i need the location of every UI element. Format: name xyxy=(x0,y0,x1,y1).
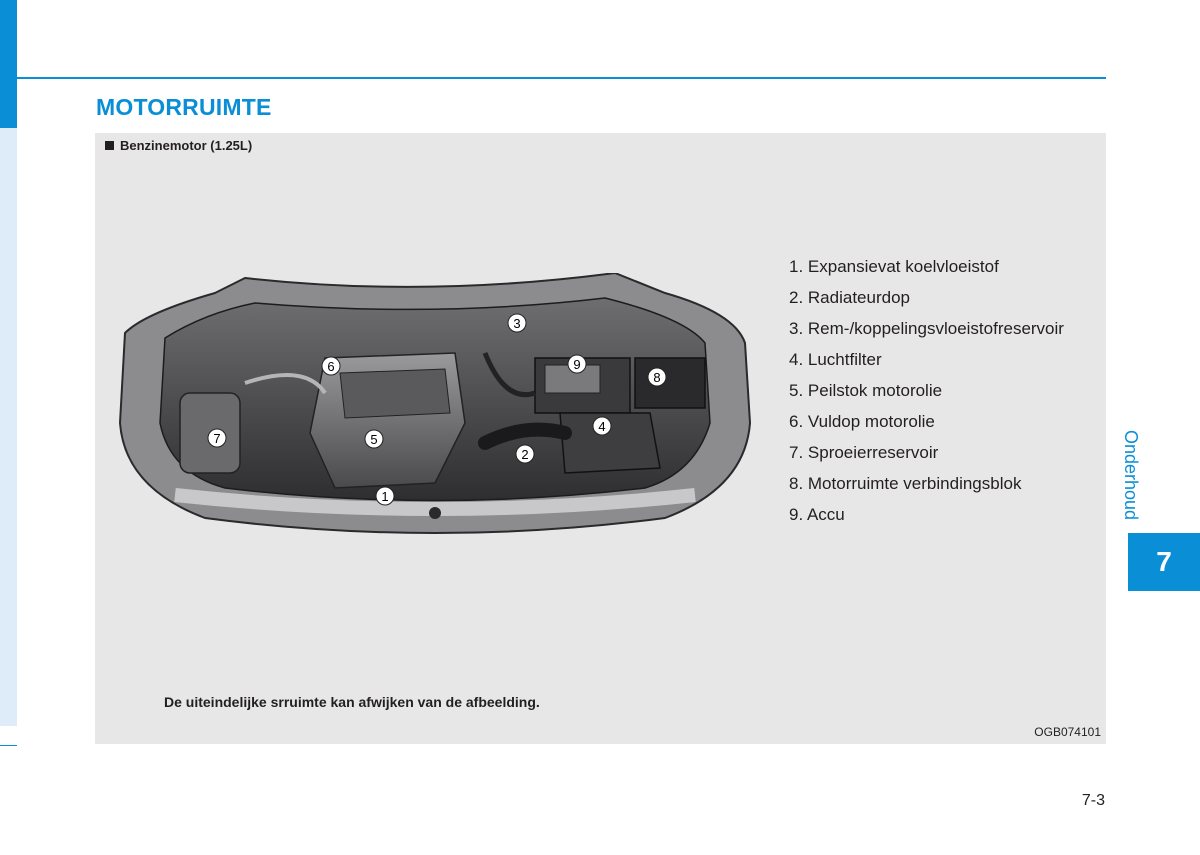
component-legend xyxy=(789,251,1064,530)
legend-item: 2. Radiateurdop xyxy=(789,288,910,307)
legend-item: 6. Vuldop motorolie xyxy=(789,412,935,431)
figure-note: De uiteindelijke srruimte kan afwijken van de afbeelding. xyxy=(164,694,540,710)
figure-subtitle xyxy=(105,138,252,153)
callout-4 xyxy=(593,417,611,435)
figure-panel xyxy=(95,133,1106,744)
callout-8 xyxy=(648,368,666,386)
legend-item: 5. Peilstok motorolie xyxy=(789,381,943,400)
svg-text:6: 6 xyxy=(327,359,335,374)
svg-text:3: 3 xyxy=(513,316,521,331)
page-number: 7-3 xyxy=(1081,792,1105,809)
legend-item: 1. Expansievat koelvloeistof xyxy=(789,257,999,276)
svg-text:5: 5 xyxy=(370,432,378,447)
square-bullet-icon xyxy=(105,141,114,150)
figure-subtitle-text: Benzinemotor (1.25L) xyxy=(120,138,253,153)
header-rule xyxy=(17,77,1106,79)
chapter-tab-label xyxy=(1121,430,1164,530)
callout-5 xyxy=(365,430,383,448)
callout-3 xyxy=(508,314,526,332)
legend-item: 3. Rem-/koppelingsvloeistofreservoir xyxy=(789,319,1064,338)
callout-6 xyxy=(322,357,340,375)
legend-item: 4. Luchtfilter xyxy=(789,350,882,369)
callout-2 xyxy=(516,445,534,463)
legend-item: 9. Accu xyxy=(789,505,845,524)
svg-text:7: 7 xyxy=(213,431,221,446)
image-code: OGB074101 xyxy=(1034,725,1101,739)
sidebar-accent-body xyxy=(0,128,17,726)
chapter-number-tab: 7 xyxy=(1128,533,1200,591)
svg-text:9: 9 xyxy=(573,357,581,372)
svg-text:2: 2 xyxy=(521,447,529,462)
svg-text:8: 8 xyxy=(653,370,661,385)
callout-9 xyxy=(568,355,586,373)
svg-text:4: 4 xyxy=(598,419,606,434)
legend-item: 7. Sproeierreservoir xyxy=(789,443,939,462)
legend-item: 8. Motorruimte verbindingsblok xyxy=(789,474,1022,493)
engine-bay-illustration xyxy=(105,273,765,548)
sidebar-accent-top xyxy=(0,0,17,128)
chapter-label-text: Onderhoud xyxy=(1121,430,1141,521)
sidebar-accent-line xyxy=(0,745,17,746)
callout-7 xyxy=(208,429,226,447)
svg-text:1: 1 xyxy=(381,489,389,504)
callout-1 xyxy=(376,487,394,505)
page-title: MOTORRUIMTE xyxy=(96,94,272,120)
